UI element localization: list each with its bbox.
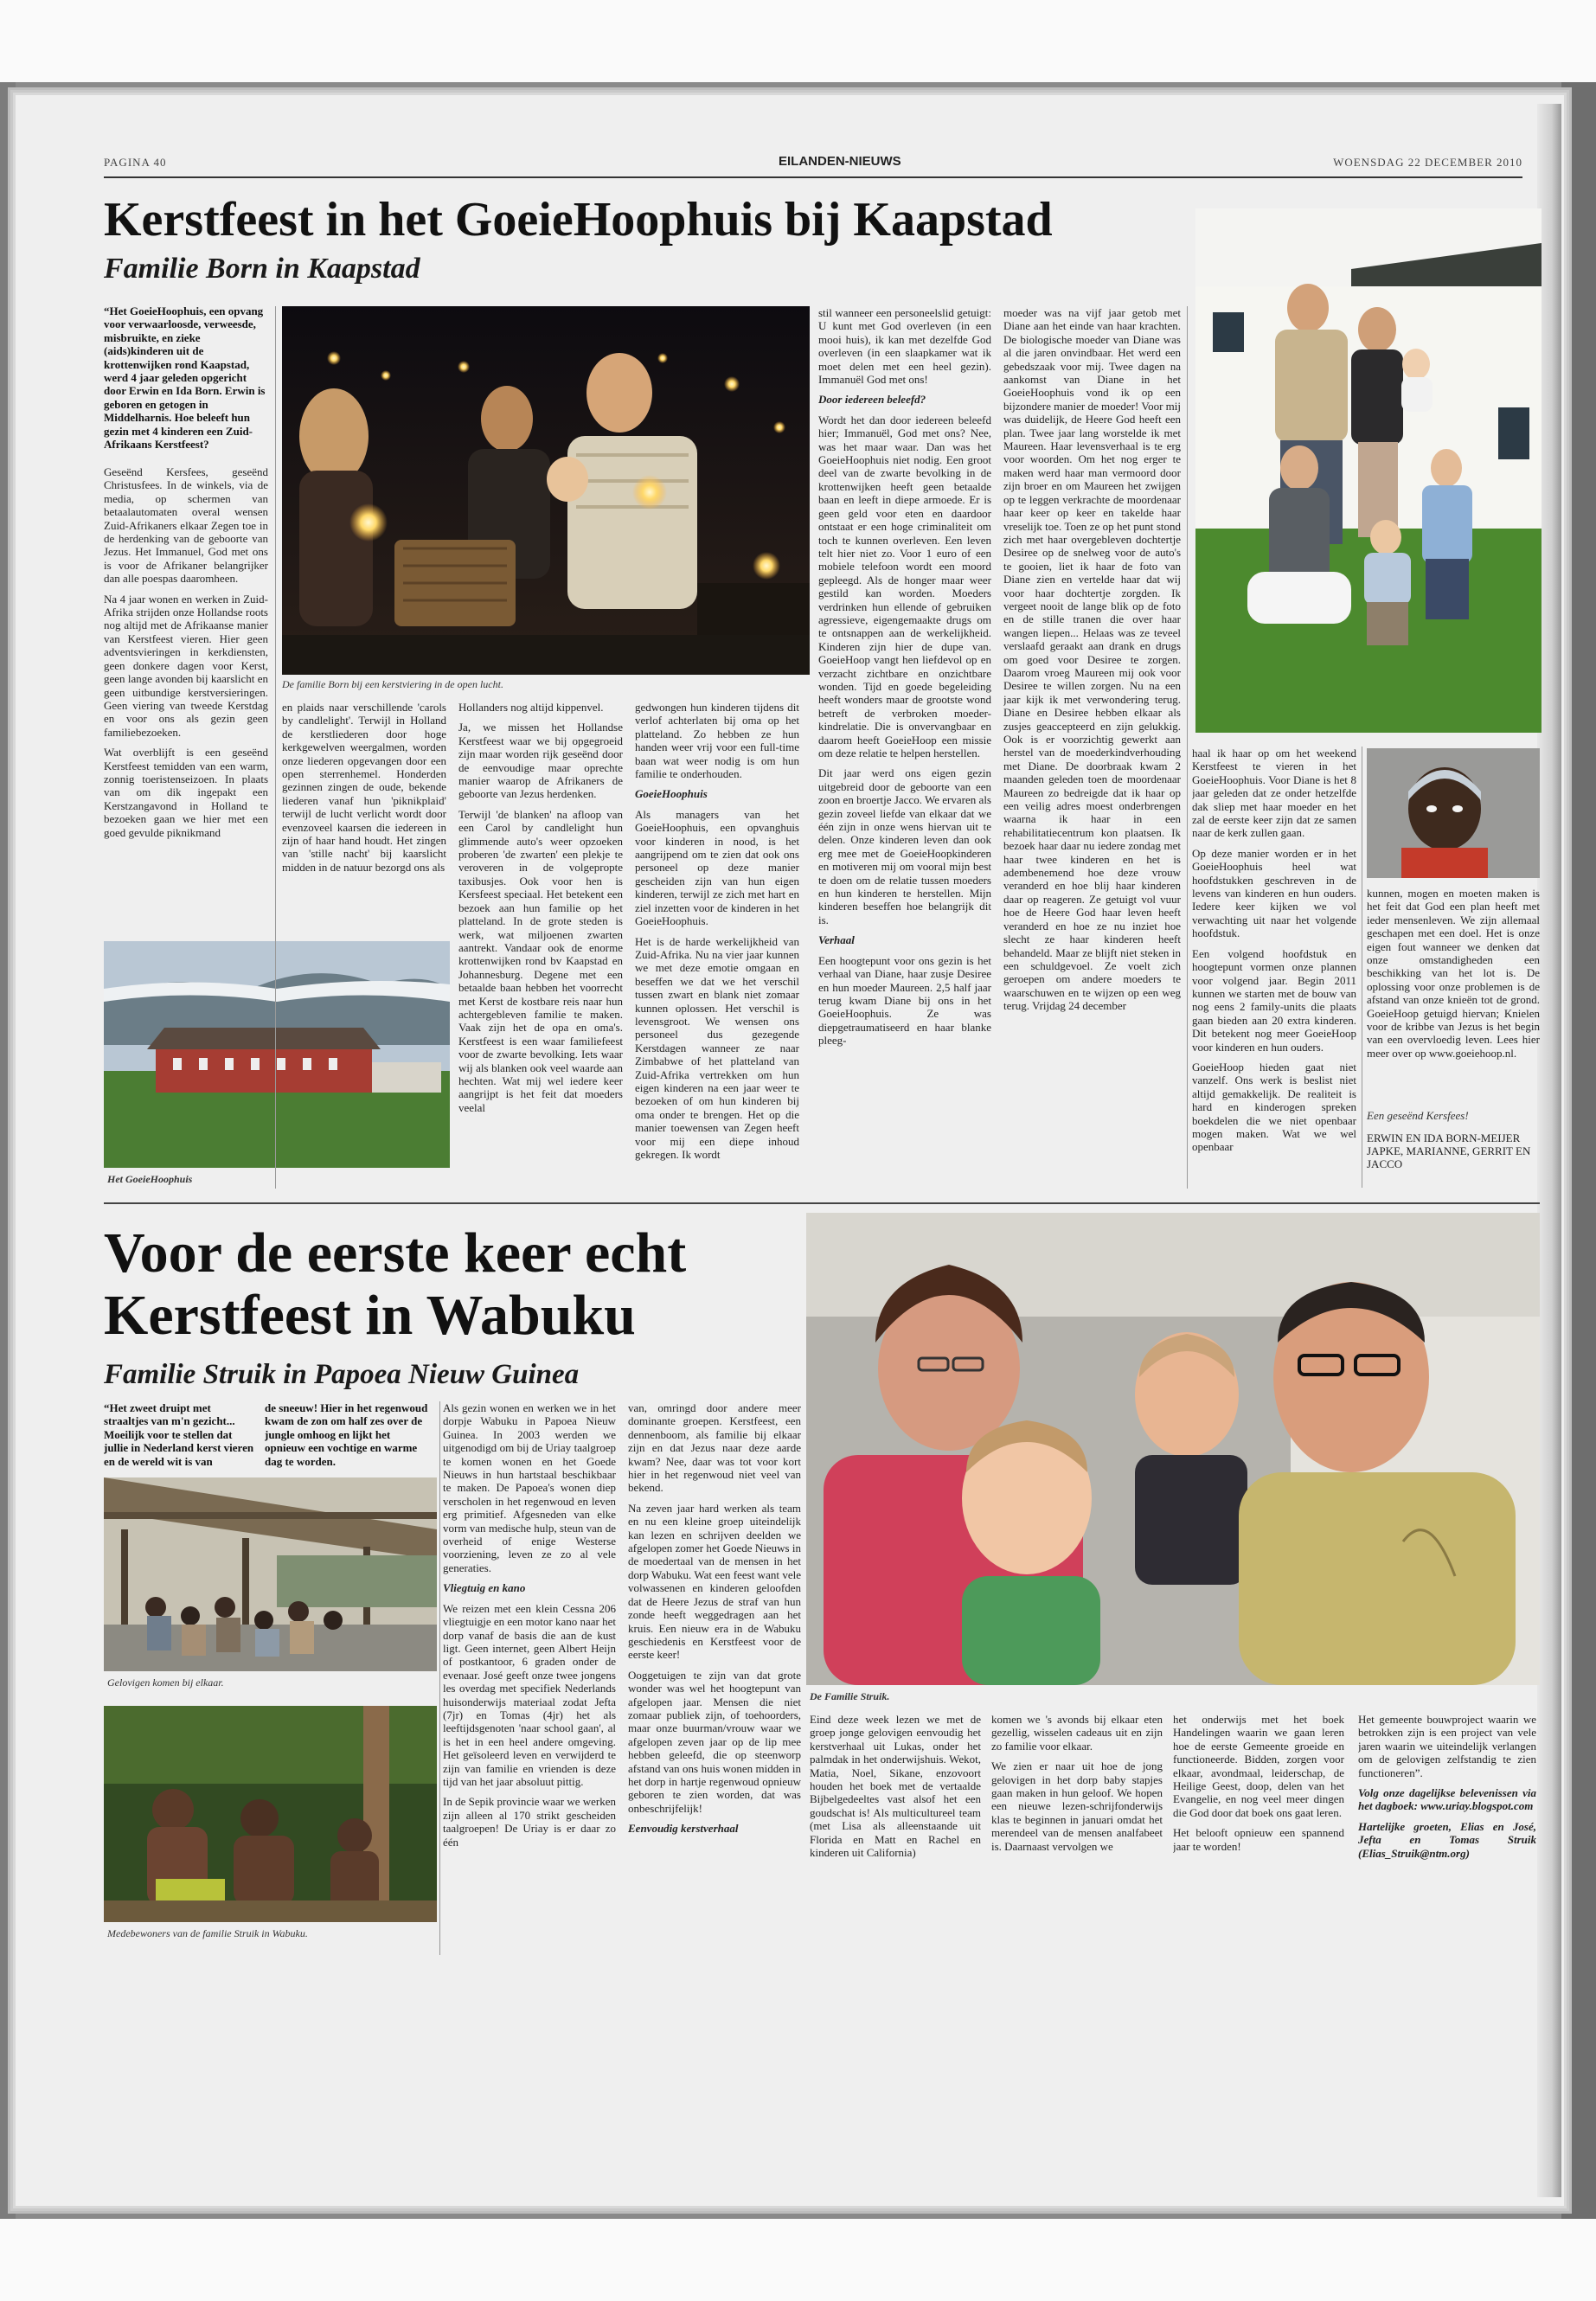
photo-goeiehoophuis	[104, 941, 450, 1168]
struik-family-photo-image	[806, 1213, 1540, 1685]
article1-subtitle: Familie Born in Kaapstad	[104, 253, 420, 285]
article2-title-line-2: Kerstfeest in Wabuku	[104, 1284, 636, 1347]
article2-column-3: Eind deze week lezen we met de groep jonge gelovigen eenvoudig het kerstverhaal uit Lukas, onder het palmdak in het onderwijshuis. Wekot, Matia, Noel, Sikane, enzovoort houden het boek met de vertaalde Bijbelgedeeltes vast alsof het een goudschat is! Als multicultureel team (met Lisa als alleenstaande uit Florida en Matt en Rachel en kinderen uit California)	[810, 1713, 981, 1860]
article2-column-2: van, omringd door andere meer dominante groepen. Kerstfeest, een dennenboom, als familie bij elkaar zijn en dat Jezus naar deze aarde kwam? Nee, daar was tot voor kort hier in het regenwoud niet veel van bekend. Na zeven jaar hard werken als team en nu een kleine groep uiteindelijk kan lezen en schrijven deelden we afgelopen zomer het Goede Nieuws in de moedertaal van de mensen in het dorp Wabuku. Wat een feest want vele volwassenen en kinderen geloofden dat de Heere Jezus de straf van hun zonde heeft weggedragen aan het kruis. Een nieuw era in de Wabuku geschiedenis en Kerstfeest voor de eerste keer! Ooggetuigen te zijn van dat grote wonder was wel het hoogtepunt van afgelopen jaar. Mensen die niet zomaar publiek zijn, of toehoorders, maar onze buurman/vrouw waar we afgelopen zeven jaar op de lip mee hebben geleefd, die op steenworp afstand van ons huis wonen midden in het dorp in hartje regenwoud opnieuw geboren te zien worden, dat was onbeschrijfelijk! Eenvoudig kerstverhaal	[628, 1401, 801, 1836]
photo-struik-family	[806, 1213, 1540, 1685]
villagers-photo-image	[104, 1706, 437, 1922]
column-rule	[275, 306, 276, 1189]
candlelight-photo-image	[282, 306, 810, 675]
article2-title-line-1: Voor de eerste keer echt	[104, 1221, 687, 1285]
article2-intro-a: “Het zweet druipt met straaltjes van m'n gezicht... Moeilijk voor te stellen dat jullie in Nederland kerst vieren en de wereld wit is van	[104, 1401, 254, 1468]
article1-intro: “Het GoeieHoophuis, een opvang voor verwaarloosde, verweesde, misbruikte, en zieke (aids)kinderen uit de krottenwijken rond Kaapstad, werd 4 jaar geleden opgericht door Erwin en Ida Born. Erwin is geboren en getogen in Middelharnis. Hoe beleeft hun gezin met 4 kinderen een Zuid-Afrikaans Kerstfeest?	[104, 304, 266, 452]
scan-margin-right	[1561, 82, 1596, 2219]
header-rule	[104, 176, 1522, 178]
photo-child-portrait	[1367, 748, 1540, 878]
photo-born-family	[1195, 208, 1542, 733]
issue-date: WOENSDAG 22 DECEMBER 2010	[1333, 156, 1522, 169]
page-header	[104, 156, 1522, 175]
caption-candlelight-service: De familie Born bij een kerstviering in de open lucht.	[282, 678, 503, 690]
goeiehoophuis-photo-image	[104, 941, 450, 1168]
photo-villagers	[104, 1706, 437, 1922]
article1-signature: ERWIN EN IDA BORN-MEIJER JAPKE, MARIANNE, GERRIT EN JACCO	[1367, 1131, 1531, 1170]
photo-candlelight-service	[282, 306, 810, 675]
church-gathering-photo-image	[104, 1477, 437, 1671]
article1-column-6: moeder was na vijf jaar getob met Diane aan het einde van haar krachten. De biologische moeder van Diane was al die jaren onvindbaar. Het werd een gebedszaak voor mij. Twee dagen na aankomst van Diane in het GoeieHoophuis vond ik op een bijzondere manier de moeder! Voor mij was duidelijk, de Heere God heeft een plan. Twee jaar lang worstelde ik met Maureen. Haar levensverhaal is te erg voor woorden. Om het nog erger te maken werd haar man vermoord door zijn broer en om Maureen het zwijgen op te leggen verkrachte de moordenaar haar keer op keer en takelde haar vreselijk toe. Toen ze op het punt stond zich met haar overgebleven dochtertje Desiree op de snelweg voor de auto's te gooien, liet ik haar de foto van Diane zien en vertelde haar dat wij voor haar dochtertje zorgden. Ik vergeet nooit de lange blik op de foto en de stille tranen die over haar wangen liepen... Helaas was ze teveel verslaafd geraakt aan drank en drugs om goed voor Desiree te zorgen. Daarom vroeg Maureen mij ook voor Desiree te willen zorgen. Nu na een jaar kijk ik met verwondering terug. Diane en Desiree hebben elkaar als zusjes geaccepteerd en zijn gelukkig. Ook is er voorzichtig gewerkt aan herstel van de moederkindverhouding met Diane. De doorbraak kwam 2 maanden geleden toen de moordenaar Maureen zo bedreigde dat ik haar op een veilig adres moest onderbrengen waarna ik haar in een rehabilitatiecentrum kon plaatsen. Ik bezoek haar daar nu iedere zondag met haar twee kinderen en het is adembenemend hoe deze vrouw veranderd en hoe blij haar kinderen daar op reageren. Ze getuigt vol vuur hoe de Heere God haar leven heeft veranderd en hoe ze nu inziet hoe slecht ze haar kinderen heeft behandeld. Maar ze blijft niet steken in een schuldgevoel. Ze voelt zich geroepen om andere moeders te waarschuwen en te wijzen op een weg terug. Vrijdag 24 december	[1003, 306, 1181, 1013]
newspaper-page	[69, 104, 1540, 2180]
article1-column-2: en plaids naar verschillende 'carols by candlelight'. Terwijl in Holland de kerstliederen door hoge kerkgewelven weergalmen, worden onze liederen opgevangen door een open sterrenhemel. Honderden gezinnen zingen de oude, bekende liederen vanaf hun 'piknikplaid' terwijl de lucht verlicht wordt door evenzoveel kaarsen die iedereen in zijn of haar hand houdt. Het zingen van 'stille nacht' bij kaarslicht midden in de natuur bezorgd ons als	[282, 701, 446, 874]
article1-title: Kerstfeest in het GoeieHoophuis bij Kaapstad	[104, 193, 1053, 247]
column-rule	[439, 1401, 440, 1955]
caption-goeiehoophuis: Het GoeieHoophuis	[107, 1173, 193, 1185]
child-portrait-image	[1367, 748, 1540, 878]
caption-church-gathering: Gelovigen komen bij elkaar.	[107, 1676, 224, 1689]
article1-column-1: Geseënd Kersfees, geseënd Christusfees. In de winkels, via de media, op schermen van betaalautomaten overal wensen Zuid-Afrikaners elkaar Zegen toe in de herdenking van de geboorte van Jezus. Het Immanuel, God met ons is voor de Afrikaner belangrijker dan alle poespas daaromheen. Na 4 jaar wonen en werken in Zuid-Afrika strijden onze Hollandse roots nog altijd met de Afrikaanse manier van Kerstfeest vieren. Hier geen adventsvieringen in kerkdiensten, geen donkere dagen voor Kerst, geen lange avonden bij kaarslicht en geen uitbundige kerstversieringen. Geen viering van tweede Kerstdag en voor ons als gezin geen familiebezoeken. Wat overblijft is een geseënd Kerstfeest temidden van een warm, zonnig toeristenseizoen. In plaats van om dik ingepakt een Kerstzangavond in Holland te bezoeken gaan we hier met een goed gevulde piknikmand	[104, 465, 268, 839]
article1-column-8: kunnen, mogen en moeten maken is het feit dat God een plan heeft met ieder mensenleven. We zijn allemaal geschapen met een doel. Het is onze eigen fout wanneer we denken dat onze omstandigheden een beschikking van het lot is. De oplossing voor onze problemen is de afstand van onze knieën tot de grond. GoeieHoop getuigd hiervan; Knielen voor de kribbe van Jezus is het begin van een overvloedig leven. Lees hier meer over op www.goeiehoop.nl.	[1367, 887, 1540, 1060]
article2-column-1: Als gezin wonen en werken we in het dorpje Wabuku in Papoea Nieuw Guinea. In 2003 werden we uitgenodigd om bij de Uriay taalgroep te komen wonen en het Goede Nieuws in hun hartstaal beschikbaar te maken. De Papoea's wonen diep verscholen in het regenwoud en leven erg primitief. Afgesneden van elke vorm van medische hulp, steun van de overheid of enige Westerse voorziening, leven ze zo al vele generaties. Vliegtuig en kano We reizen met een klein Cessna 206 vliegtuigje en een motor kano naar het dorp vanaf de basis die aan de kust ligt. Geen internet, geen Albert Heijn of postkantoor, 6 graden onder de evenaar. José geeft onze twee jongens les overdag met specifiek Nederlands huisonderwijs materiaal zodat Jefta (7jr) en Tomas (4jr) het als leeftijdsgenoten 'naar school gaan', al is het in een heel andere omgeving. Het geïsoleerd leven en verwijderd te zijn van familie en vrienden is deze tijd van het jaar absoluut pittig. In de Sepik provincie waar we werken zijn alleen al 170 strikt gescheiden taalgroepen! De Uriay is er daar zo één	[443, 1401, 616, 1849]
born-family-photo-image	[1195, 208, 1542, 733]
caption-struik-family: De Familie Struik.	[810, 1690, 890, 1702]
article1-column-4: gedwongen hun kinderen tijdens dit verlof achterlaten bij oma op het platteland. Zo hebben ze hun handen weer vrij voor een full-time baan wat weer nodig is om hun familie te onderhouden. GoeieHoophuis Als managers van het GoeieHoophuis, een opvanghuis voor kinderen in nood, is het aangrijpend om te zien dat ook ons personeel op deze manier gescheiden zijn van hun eigen kinderen, terwijl ze zich met hart en ziel inzetten voor de kinderen in het GoeieHoophuis. Het is de harde werkelijkheid van Zuid-Afrika. Nu na vier jaar kunnen we met deze emotie omgaan en beseffen we dat we het verschil tussen zwart en blank niet zomaar kunnen oplossen. Het verschil is levensgroot. We wensen ons personeel dus gezegende Kerstdagen wanneer ze naar Zimbabwe of het platteland van Zuid-Afrika vertrekken om hun eigen kinderen na een jaar weer te bezoeken of om hun kinderen bij oma onder te brengen. Het op die manier toewensen van Zegen heeft voor mij een diepe inhoud gekregen. Ik wordt	[635, 701, 799, 1161]
scan-margin-top	[0, 0, 1596, 82]
photo-church-gathering	[104, 1477, 437, 1671]
article2-column-5: het onderwijs met het boek Handelingen waarin we gaan leren hoe de eerste Gemeente groeide en functioneerde. Bidden, zorgen voor elkaar, avondmaal, leiderschap, de Heilige Geest, doop, delen van het Evangelie, en nog veel meer dingen die God door dat boek ons gaat leren. Het belooft opnieuw een spannend jaar te worden!	[1173, 1713, 1344, 1853]
article1-column-5: stil wanneer een personeelslid getuigt: U kunt met God overleven (in een mooi huis), ik kan met dezelfde God overleven (in een slaapkamer wat ik moet delen met een heel gezin). Immanuël God met ons! Door iedereen beleefd? Wordt het dan door iedereen beleefd hier; Immanuël, God met ons? Nee, was het maar waar. Dan was het GoeieHoophuis niet nodig. Een groot deel van de zwarte bevolking in de krottenwijken heeft geen betaalde baan en leeft in diepe armoede. Er is geen geld voor eten en daardoor ontstaat er een hoge criminaliteit om toch te kunnen overleven. Een leven telt hier niet zo. Voor 1 euro of een mobiele telefoon wordt een moord gepleegd. Als de honger maar weer gestild kan worden. Moeders verdrinken hun ellende of gebruiken agressieve, eigengemaakte drugs om te ontsnappen aan de werkelijkheid. Kinderen zijn hier de dupe van. GoeieHoop vangt hen liefdevol op en verzacht zichtbare en onzichtbare wonden. Tijd en goede begeleiding heeft wonders maar de grootste wond betreft de verbroken moeder-kindrelatie. Die is onvervangbaar en daarom heeft GoeieHoop een missie om deze relatie te helpen herstellen. Dit jaar werd ons eigen gezin uitgebreid door de geboorte van een zoon en broertje Jacco. We ervaren als gezin zoveel liefde van elkaar dat we één zijn in onze wens hiervan uit te delen. Onze kinderen leven dan ook erg mee met de GoeieHoopkinderen en motiveren mij om vooral mijn best te doen om de relatie tussen moeders en hun kinderen te herstellen. Mijn kinderen beseffen hoe belangrijk dit is. Verhaal Een hoogtepunt voor ons gezin is het verhaal van Diane, haar zusje Desiree en hun moeder Maureen. 2,5 half jaar terug kwam Diane bij ons in het GoeieHoophuis. Ze was diepgetraumatiseerd en haar blanke pleeg-	[818, 306, 991, 1048]
masthead: EILANDEN-NIEUWS	[779, 154, 901, 169]
scan-margin-left	[0, 82, 16, 2219]
article2-column-4: komen we 's avonds bij elkaar eten gezellig, wisselen cadeaus uit en zijn zo familie voor elkaar. We zien er naar uit hoe de jong gelovigen in het dorp baby stapjes gaan maken in hun geloof. We hopen een nieuwe lezen-schrijfonderwijs klas te beginnen in januari omdat het merendeel van de mensen analfabeet is. Daarnaast vervolgen we	[991, 1713, 1163, 1853]
page-number: PAGINA 40	[104, 156, 167, 169]
article2-subtitle: Familie Struik in Papoea Nieuw Guinea	[104, 1359, 580, 1390]
article-divider	[104, 1202, 1540, 1204]
scan-margin-bottom	[0, 2219, 1596, 2301]
article1-closing-line: Een geseënd Kersfees!	[1367, 1109, 1469, 1122]
article1-column-3: Hollanders nog altijd kippenvel. Ja, we missen het Hollandse Kerstfeest waar we bij opgegroeid zijn maar worden rijk geseënd door de eenvoudige maar oprechte manier waarop de Afrikaners de geboorte van Jezus herdenken. Terwijl 'de blanken' na afloop van een Carol by candlelight hun glimmende auto's weer opzoeken proberen 'de zwarten' een plekje te veroveren in de volgepropte taxibusjes. Ook voor hen is Kersfeest speciaal. Het betekent een bezoek aan hun familie op het platteland. In de grote steden is werk, wat miljoenen zwarten aantrekt. Vandaar ook de enorme krottenwijken rond bv Kaapstad en Johannesburg. Degene met een betaalde baan hebben het voorrecht met Kerst de kostbare reis naar hun achtergebleven familie te maken. Vaak zijn het de opa en oma's. Kerstfeest is een waar familiefeest voor de zwarte bevolking. Iets waar wij als blanken ook veel waarde aan hechten. Wat mij wel iedere keer aangrijpt is het feit dat moeders veelal	[458, 701, 623, 1114]
article2-column-6: Het gemeente bouwproject waarin we betrokken zijn is een project van vele jaren waarin we uiteindelijk verlangen om de gelovigen zelfstandig te zien functioneren”. Volg onze dagelijkse belevenissen via het dagboek: www.uriay.blogspot.com Hartelijke groeten, Elias en José, Jefta en Tomas Struik (Elias_Struik@ntm.org)	[1358, 1713, 1536, 1860]
caption-villagers: Medebewoners van de familie Struik in Wabuku.	[107, 1927, 308, 1939]
column-rule	[1187, 306, 1188, 1189]
article1-column-7: haal ik haar op om het weekend Kerstfeest te vieren in het GoeieHoophuis. Voor Diane is het 8 jaar geleden dat ze onder hetzelfde dak sliep met haar moeder en het zal de eerste keer zijn dat ze samen naar de kerk zullen gaan. Op deze manier worden er in het GoeieHoophuis heel wat hoofdstukken geschreven in de levens van kinderen en hun ouders. Iedere keer kijken we vol verwachting uit naar het volgende hoofdstuk. Een volgend hoofdstuk en hoogtepunt vormen onze plannen voor volgend jaar. Begin 2011 kunnen we starten met de bouw van nog eens 2 family-units die plaats gaan bieden aan 20 extra kinderen. Dit betekent nog meer GoeieHoop voor kinderen en hun ouders. GoeieHoop hieden gaat niet vanzelf. Ons werk is beslist niet altijd gemakkelijk. De realiteit is hard en kinderogen spreken boekdelen die we niet openbaar mogen maken. Wat we wel openbaar	[1192, 747, 1356, 1154]
article2-intro-b: de sneeuw! Hier in het regenwoud kwam de zon om half zes over de jungle omhoog en lijkt het opnieuw een vochtige en warme dag te worden.	[265, 1401, 428, 1468]
